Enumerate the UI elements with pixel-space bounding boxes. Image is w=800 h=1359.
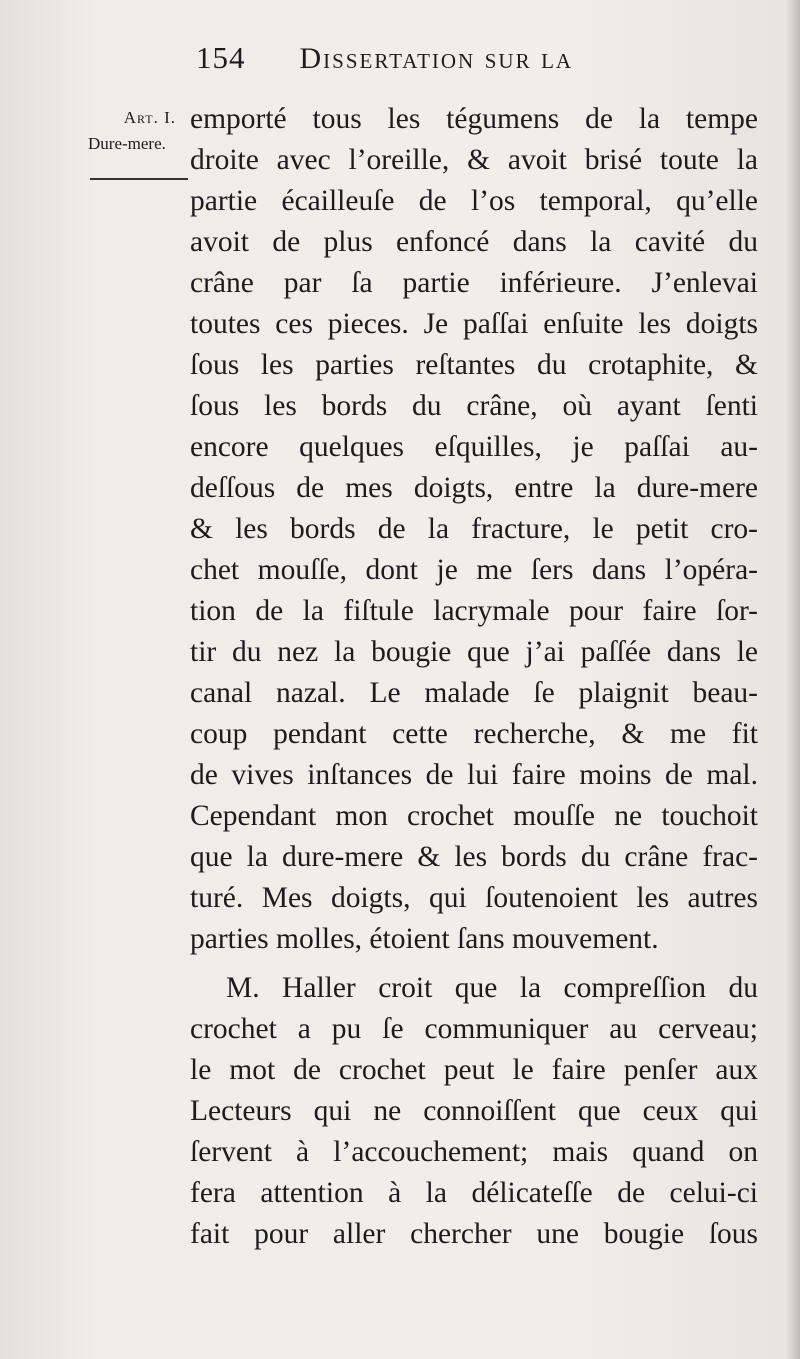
paragraph-1 bbox=[190, 99, 758, 960]
page-number: 154 bbox=[196, 40, 246, 75]
text-line: crâne par ſa partie inférieure. J’enlevai bbox=[190, 267, 758, 299]
text-line: Cependant mon crochet mouſſe ne touchoit bbox=[190, 800, 758, 832]
body-text bbox=[190, 99, 758, 1255]
text-line: ſous les parties reſtantes du crotaphite, & bbox=[190, 349, 758, 381]
text-line: crochet a pu ſe communiquer au cerveau; bbox=[190, 1013, 758, 1045]
text-line: fera attention à la délicateſſe de celui-ci bbox=[190, 1177, 758, 1209]
text-line: chet mouſſe, dont je me ſers dans l’opéra- bbox=[190, 554, 758, 586]
text-line: ſous les bords du crâne, où ayant ſenti bbox=[190, 390, 758, 422]
text-line: avoit de plus enfoncé dans la cavité du bbox=[190, 226, 758, 258]
text-line: tion de la fiſtule lacrymale pour faire ſor- bbox=[190, 595, 758, 627]
text-line: M. Haller croit que la compreſſion du bbox=[226, 972, 758, 1004]
text-line: parties molles, étoient ſans mouvement. bbox=[190, 923, 659, 955]
text-line: ſervent à l’accouchement; mais quand on bbox=[190, 1136, 758, 1168]
running-head bbox=[196, 40, 716, 84]
text-line: droite avec l’oreille, & avoit brisé toute la bbox=[190, 144, 758, 176]
text-line: emporté tous les tégumens de la tempe bbox=[190, 103, 758, 135]
page-edge-shadow bbox=[786, 0, 800, 1359]
text-line: partie écailleuſe de l’os temporal, qu’elle bbox=[190, 185, 758, 217]
text-line: que la dure-mere & les bords du crâne frac- bbox=[190, 841, 758, 873]
margin-divider bbox=[90, 178, 188, 180]
text-line: deſſous de mes doigts, entre la dure-mere bbox=[190, 472, 758, 504]
text-line: encore quelques eſquilles, je paſſai au- bbox=[190, 431, 758, 463]
text-line: fait pour aller chercher une bougie ſous bbox=[190, 1218, 758, 1250]
text-line: tir du nez la bougie que j’ai paſſée dans le bbox=[190, 636, 758, 668]
text-line: & les bords de la fracture, le petit cro- bbox=[190, 513, 758, 545]
text-line: canal nazal. Le malade ſe plaignit beau- bbox=[190, 677, 758, 709]
margin-topic-label: Dure-mere. bbox=[88, 134, 166, 153]
text-line: coup pendant cette recherche, & me fit bbox=[190, 718, 758, 750]
text-line: le mot de crochet peut le faire penſer aux bbox=[190, 1054, 758, 1086]
running-title: Dissertation sur la bbox=[299, 42, 574, 75]
margin-article-label: Art. I. bbox=[123, 108, 176, 127]
text-line: Lecteurs qui ne connoiſſent que ceux qui bbox=[190, 1095, 758, 1127]
text-line: toutes ces pieces. Je paſſai enſuite les doigts bbox=[190, 308, 758, 340]
text-line: de vives inſtances de lui faire moins de mal. bbox=[190, 759, 758, 791]
paragraph-2 bbox=[190, 968, 758, 1255]
text-line: turé. Mes doigts, qui ſoutenoient les autres bbox=[190, 882, 758, 914]
paragraph-gap bbox=[190, 960, 758, 968]
